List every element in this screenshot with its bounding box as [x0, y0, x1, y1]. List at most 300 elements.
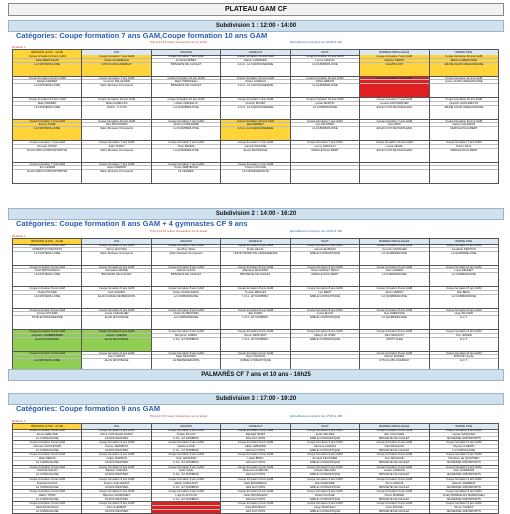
cell-category: Coupe formation 8 ans GAM	[29, 244, 65, 247]
club-name: JEUNESSE OMNISPORTS	[430, 485, 498, 489]
gymnast-name: Augustin LAMBERDIERE	[13, 333, 81, 337]
club-name	[430, 169, 498, 173]
cell-category: Coupe formation 9 ans GAM	[307, 502, 343, 506]
cell-category: Coupe formation 9 ans GAM	[168, 465, 204, 469]
gymnast-name: Gabriel LOUE	[152, 444, 220, 448]
cell-category: Coupe formation 9 ans GAM	[29, 429, 65, 432]
gymnast-cell	[430, 98, 499, 120]
gymnast-name: Ewen PERRIN	[82, 165, 150, 169]
gymnast-name: Émile LEGAL	[221, 247, 289, 251]
gymnast-name: Gabriel CHOIX	[152, 268, 220, 272]
club-name: LA CORMORANSE	[291, 105, 359, 109]
gymnast-name: Ashoul ELIMIANI	[291, 247, 359, 251]
gymnast-name: Élie MARANDE	[291, 481, 359, 485]
gymnast-cell	[360, 120, 429, 142]
gymnast-cell	[291, 309, 360, 331]
gymnast-cell	[291, 266, 360, 288]
cell-category: Coupe formation 9 ans GAM	[168, 429, 204, 432]
club-name: UNION SPORTIVE LEFFERIENNE	[221, 251, 289, 255]
club-name: LA CORMORANSE	[152, 315, 220, 319]
gymnast-name: Nino CLEMENT	[82, 505, 150, 509]
cell-category: Coupe formation 9 ans GAM	[307, 465, 343, 469]
gymnast-name: Nolan DU BEUFREI	[152, 311, 220, 315]
cell-category: Coupe formation 8 ans GAM	[307, 287, 343, 290]
cell-category: Coupe formation 10 ans GAM	[28, 76, 66, 80]
cell-category: Coupe formation 9 ans GAM	[237, 502, 274, 506]
cell-category: Coupe formation 8 ans GAM	[98, 351, 135, 355]
rotation-label: Rotation 1	[12, 45, 26, 49]
cell-category: Coupe formation 7 ans GAM	[98, 162, 135, 166]
cell-category: Coupe formation 7 ans GAM	[168, 141, 204, 144]
club-name: CERCLE PAUL BERT	[291, 272, 359, 276]
club-name: SABLÉ GYMNASTIQUE	[291, 497, 359, 501]
gymnast-name: Lucas CHEVALIER	[82, 311, 150, 315]
club-name: U.S.L. ET DOMBISC	[152, 497, 220, 501]
gymnast-name: Clément DOCCÈTIEN	[13, 444, 81, 448]
cell-category: Coupe formation 9 ans GAM	[29, 502, 65, 506]
cell-category: Coupe formation 8 ans GAM	[98, 287, 135, 290]
club-name: Sélim Moissac Omnisports	[82, 169, 150, 173]
rotation-label: Rotation 1	[12, 419, 26, 423]
apparatus-header: RÉUNION (12:00 - 12:40)	[13, 50, 82, 56]
gymnast-name: Alban LEBARDE	[221, 444, 289, 448]
club-name: BRIVAETE DE CHOLET	[82, 272, 150, 276]
apparatus-header: BARRE FIXE	[430, 50, 499, 56]
gymnast-name: Noé LANDEN	[360, 268, 428, 272]
club-name: LES ALCYONS	[221, 497, 289, 501]
club-name: LA QUIMPERLOISE	[430, 251, 498, 255]
gymnast-cell	[152, 141, 221, 163]
gymnast-name: Léo BERT	[291, 290, 359, 294]
cell-category: Coupe formation 9 ans GAM	[98, 429, 135, 432]
apparatus-header: ARÇONS	[152, 424, 221, 430]
cell-category: Coupe formation 9 ans GAM	[376, 453, 413, 457]
club-name: U.S.L. ET DOMBISC	[221, 315, 289, 319]
club-name: LA CORNAGAISE	[13, 509, 81, 513]
cell-category: Coupe formation 9 ans GAM	[446, 453, 482, 457]
gymnast-name: Léon ROCHE	[360, 505, 428, 509]
gymnast-name: Malin PERRET	[13, 101, 81, 105]
club-name: BRIVAETE DE CHOLET	[360, 436, 428, 440]
club-name: LA QUIMPERLOISE	[291, 62, 359, 66]
club-name: LA FONTENILLOISE	[13, 358, 81, 362]
gymnast-name: Luigi FLAVOCAN	[152, 493, 220, 497]
cell-category: Coupe formation 8 ans GAM	[376, 351, 413, 355]
gymnast-name: Martin LAMEOUSSE	[430, 58, 498, 62]
club-name: BRIVAETE DE CHOLET	[152, 83, 220, 87]
gymnast-cell	[13, 77, 82, 99]
gymnast-name: Matthys SIMON	[360, 58, 428, 62]
gymnast-name: Jérôme DORLEDRE	[152, 122, 220, 126]
club-name: U.S.L. ET DOMBISC	[152, 472, 220, 476]
gymnast-name: Virgile PICARD	[13, 290, 81, 294]
club-name	[291, 358, 359, 362]
club-name: CERCLE PAUL BERT	[291, 148, 359, 152]
club-name: A.G.C. LA CHATAIGNERAIE	[221, 62, 289, 66]
gymnast-name: Aurel BAS	[360, 122, 428, 126]
gymnast-name: Gaston ALLEMAN	[430, 122, 498, 126]
club-name: GYM CLUB LUCERNAY	[360, 358, 428, 362]
gymnast-name: Teddy BORDELAIS MARDIANEU	[430, 493, 498, 497]
gymnast-name: Noé LEBRASSE	[360, 311, 428, 315]
apparatus-header: SOL	[82, 50, 151, 56]
cell-category: Coupe formation 7 ans GAM	[376, 76, 413, 80]
cell-category: Coupe formation 9 ans GAM	[168, 453, 204, 457]
club-name: LA QUIMPERLOISE	[152, 126, 220, 130]
gymnast-name: CADIOE Stanchi	[13, 468, 81, 472]
gymnast-cell	[221, 266, 290, 288]
cell-category: Coupe formation 10 ans GAM	[236, 55, 274, 58]
cell-category: Coupe formation 8 ans GAM	[307, 308, 343, 312]
club-name: DI CEDRES	[152, 169, 220, 173]
club-name: AS ROUSSATRES	[82, 497, 150, 501]
club-name: BRIVAETE DE CHOLET	[360, 497, 428, 501]
club-name: SABLÉ GYMNASTIQUE	[291, 251, 359, 255]
gymnast-cell	[430, 55, 499, 77]
cell-category: Coupe formation 10 ans GAM	[445, 76, 483, 80]
cell-category: Coupe formation 8 ans GAM	[446, 265, 482, 269]
club-name: BRIVAETE DE CHOLET	[360, 460, 428, 464]
cell-category: Coupe formation 8 ans GAM	[376, 330, 413, 333]
gymnast-cell	[430, 429, 499, 441]
club-name: BRIVAETE DE CHOLET	[360, 509, 428, 513]
gymnast-name: Carl ILIGDES	[82, 290, 150, 294]
gymnast-name: Bastien CHEVAN	[82, 468, 150, 472]
gymnast-cell	[82, 266, 151, 288]
cell-category: Coupe formation 7 ans GAM	[446, 141, 482, 144]
gymnast-name: Yann LEGRAND	[152, 456, 220, 460]
gymnast-cell	[82, 478, 151, 490]
club-name: JEUNESSE OMNISPORTS	[430, 497, 498, 501]
gymnast-cell	[152, 490, 221, 502]
cell-category: Coupe formation 7 ans GAM	[237, 162, 274, 166]
gymnast-name: Nolan CHAILLERAU	[152, 290, 220, 294]
gymnast-name: Lasson CHENAL	[82, 333, 150, 337]
gymnast-cell	[152, 287, 221, 309]
gymnast-name: Nico BOUSVARD	[82, 122, 150, 126]
apparatus-header: BARRES PARALLÈLES	[360, 50, 429, 56]
gymnast-cell	[152, 502, 221, 514]
club-name: LES ALCYONS	[221, 485, 289, 489]
gymnast-cell	[360, 55, 429, 77]
gymnast-name: Émery CANE	[13, 122, 81, 126]
gymnast-name: Arsène GUILLEMOT	[82, 481, 150, 485]
cell-category: Coupe formation 8 ans GAM	[168, 351, 204, 355]
club-name: LA QUIMPERLOISE	[152, 105, 220, 109]
gymnast-cell	[291, 77, 360, 99]
cell-category: Coupe formation 8 ans GAM	[376, 244, 413, 247]
gymnast-cell	[360, 163, 429, 185]
gymnast-cell	[152, 441, 221, 453]
apparatus-header: ARÇONS	[152, 50, 221, 56]
club-name: SABLÉ GYMNASTIQUE	[291, 472, 359, 476]
gymnast-name: Théo BADRE	[152, 144, 220, 148]
club-name: LA CORNAGAISE	[13, 485, 81, 489]
cell-category: Coupe formation 8 ans GAM	[307, 244, 343, 247]
warmup-note: Échauffement conjoint: de 14h15 à 15h	[290, 229, 343, 233]
gymnast-cell	[221, 490, 290, 502]
gymnast-cell	[152, 77, 221, 99]
cell-category: Coupe formation 9 ans GAM	[307, 477, 343, 481]
gymnast-cell	[360, 466, 429, 478]
gymnast-cell	[221, 441, 290, 453]
cell-category: Coupe formation 8 ans GAM	[446, 330, 482, 333]
gymnast-name: Lucas VENAL	[360, 144, 428, 148]
gymnast-name: Olympe GUERIN	[430, 444, 498, 448]
cell-category: Coupe formation 8 ans GAM	[237, 308, 274, 312]
cell-category: Coupe formation 8 ans GAM	[168, 265, 204, 269]
gymnast-name: Lohann REFELLIC	[152, 101, 220, 105]
club-name: ELAN MUSTANGE	[221, 148, 289, 152]
club-name: Sélim Moissac Omnisports	[82, 83, 150, 87]
cell-category: Coupe formation 8 ans GAM	[307, 265, 343, 269]
club-name: GSAG - C GYM	[82, 105, 150, 109]
gymnast-name: Raphaël FALDA	[13, 481, 81, 485]
gymnast-cell	[360, 453, 429, 465]
gymnast-cell	[152, 429, 221, 441]
gymnast-name: Gabin HUE	[152, 468, 220, 472]
subdivision-banner: Subdivision 1 : 12:00 - 14:00	[8, 20, 504, 32]
gymnast-cell	[82, 141, 151, 163]
gymnast-name: Sam GUERDER	[430, 468, 498, 472]
apparatus-header: RÉUNION (14:00 - 14:40)	[13, 239, 82, 245]
gymnast-name: Victor FRANCE	[221, 354, 289, 358]
gymnast-cell	[152, 163, 221, 185]
apparatus-header: SOL	[82, 239, 151, 245]
gymnast-name: Ulysse JEANBOIS	[82, 444, 150, 448]
gymnast-cell	[360, 330, 429, 352]
cell-category: Coupe formation 9 ans GAM	[237, 465, 274, 469]
cell-category: Coupe formation 8 ans GAM	[237, 265, 274, 269]
cell-category: Coupe formation 9 ans GAM	[446, 441, 482, 445]
gymnast-name: Chloé GUIGNEVAU	[82, 58, 150, 62]
club-name: LA CORNAGAISE	[13, 497, 81, 501]
gymnast-cell	[430, 490, 499, 502]
category-heading: Catégories: Coupe formation 9 ans GAM	[16, 404, 161, 413]
cell-category: Coupe formation 9 ans GAM	[446, 477, 482, 481]
gymnast-name: Louane MONTERFIER	[360, 101, 428, 105]
gymnast-name: Lukas BRAU	[221, 456, 289, 460]
gymnast-name: Antonin PICARD	[13, 311, 81, 315]
cell-category: Coupe formation 7 ans GAM	[376, 98, 413, 101]
gymnast-name: Alexis LEBLOND	[13, 432, 81, 436]
gymnast-name: Martin CATALANO	[152, 481, 220, 485]
cell-category: Coupe formation 9 ans GAM	[237, 477, 274, 481]
club-name: Sélim Moissac Omnisports	[82, 148, 150, 152]
cell-category: Coupe formation 10 ans GAM	[167, 98, 205, 101]
club-name: ELAN CAMAE DE BRESSON	[82, 294, 150, 298]
club-name: LA CORMORANSE	[430, 294, 498, 298]
gymnast-name: Nolan HADLEY BEAU	[291, 268, 359, 272]
club-name	[152, 509, 220, 513]
apparatus-header: ANNEAUX	[221, 424, 290, 430]
club-name: SABLÉ GYMNASTIQUE	[291, 485, 359, 489]
club-name: ELAN MUSTANGE	[13, 337, 81, 341]
cell-category: Coupe formation 9 ans GAM	[446, 429, 482, 432]
club-name: LA QUIMPERLOISE	[360, 294, 428, 298]
gymnast-name: Jason VERNO	[360, 290, 428, 294]
cell-category: Coupe formation 8 ans GAM	[237, 351, 274, 355]
gymnast-name: Jules BOUSSAC	[221, 505, 289, 509]
gymnast-cell	[221, 429, 290, 441]
cell-category: Coupe formation 7 ans GAM	[29, 162, 65, 166]
club-name: BRIVAETE DE CHOLET	[152, 272, 220, 276]
subdivision-banner: Subdivision 2 : 14:00 - 16:20	[8, 208, 504, 220]
cell-category: Coupe formation 9 ans GAM	[29, 351, 65, 355]
gymnast-cell	[221, 244, 290, 266]
club-name: ELAN 2000 GYMNOSPORTIVE	[13, 148, 81, 152]
club-name: LA CORNAGAISE	[13, 460, 81, 464]
club-name: LA FONTENILLOISE	[13, 294, 81, 298]
gymnast-name: Ulysse SANQUES	[430, 432, 498, 436]
ready-note: Prêt à 17:15 retour d'ouverture sur le stand	[150, 414, 208, 418]
gymnast-cell	[152, 120, 221, 142]
gymnast-name: ZINDSIE Ulysse	[430, 354, 498, 358]
gymnast-name: Ethan FAUCHE	[291, 493, 359, 497]
apparatus-header: RÉUNION (17:00 - 17:40)	[13, 424, 82, 430]
club-name: AS ROUSSATRES	[82, 509, 150, 513]
club-name	[430, 83, 498, 87]
gymnast-cell	[221, 309, 290, 331]
club-name: LA QUIMPERLOISE	[291, 126, 359, 130]
cell-category: Coupe formation 9 ans GAM	[29, 465, 65, 469]
apparatus-header: ANNEAUX	[221, 239, 290, 245]
gymnast-name: Rémy WAUXES	[82, 247, 150, 251]
gymnast-name: Mael DEGORNI	[152, 354, 220, 358]
gymnast-name: Louis DENNET	[430, 268, 498, 272]
club-name: GYM CLUB LUCERNAY	[82, 62, 150, 66]
apparatus-header: BARRES PARALLÈLES	[360, 239, 429, 245]
cell-category: Coupe formation 10 ans GAM	[236, 76, 274, 80]
club-name: CERCLE PAUL BERT	[430, 126, 498, 130]
club-name: U.S.L. ET DOMBISC	[152, 436, 220, 440]
gymnast-cell	[291, 502, 360, 514]
club-name: U.S.L. ET DOMBISC	[152, 460, 220, 464]
club-name: LA CORNAGAISE	[13, 436, 81, 440]
gymnast-cell	[82, 309, 151, 331]
gymnast-cell	[13, 287, 82, 309]
club-name: SABLÉ GYMNASTIQUE	[291, 315, 359, 319]
gymnast-name: ZUBERTON FRUITETS	[13, 247, 81, 251]
club-name: BRIVAETE DE CHOLET	[360, 448, 428, 452]
apparatus-header: SAUT	[291, 50, 360, 56]
club-name: JEUNE CHAM CREHANDAISE	[430, 105, 498, 109]
gymnast-cell	[13, 141, 82, 163]
club-name: STOILE PARIGNÉENNE	[13, 315, 81, 319]
club-name: LA FONTENILLOISE	[13, 105, 81, 109]
club-name: LES ALCYONS	[221, 460, 289, 464]
apparatus-header: BARRE FIXE	[430, 424, 499, 430]
ready-note: Prêt à 12:15 retour d'ouverture sur le stand	[150, 40, 208, 44]
gymnast-cell	[152, 98, 221, 120]
club-name: LA CORNAGAISE	[13, 448, 81, 452]
gymnast-name: Antonin BOUET	[221, 101, 289, 105]
club-name: LA QUIMPERLOISE	[360, 251, 428, 255]
gymnast-cell	[152, 266, 221, 288]
gymnast-name: Lucas MAUD	[291, 311, 359, 315]
gymnast-name: Célien BARRON	[82, 456, 150, 460]
cell-category: Coupe formation 9 ans GAM	[307, 429, 343, 432]
cell-category: Coupe formation 8 ans GAM	[446, 287, 482, 290]
gymnast-cell	[13, 244, 82, 266]
gymnast-name: Lenny GIRAUD	[291, 58, 359, 62]
club-name: A.G.C. LA CHATAIGNERAIE	[221, 105, 289, 109]
club-name: BRIVAETE DE CHOLET	[360, 485, 428, 489]
cell-category: Coupe formation 10 ans GAM	[445, 98, 483, 101]
cell-category: Coupe formation 9 ans GAM	[29, 330, 65, 333]
gymnast-cell	[430, 266, 499, 288]
club-name: AS ROUSSATRES	[82, 472, 150, 476]
cell-category: Coupe formation 9 ans GAM	[168, 477, 204, 481]
cell-category: Coupe formation 8 ans GAM	[29, 308, 65, 312]
gymnast-cell	[291, 466, 360, 478]
cell-category: Coupe formation 10 ans GAM	[98, 98, 136, 101]
cell-category: Coupe formation 10 ans GAM	[445, 55, 483, 58]
gymnast-cell	[221, 502, 290, 514]
gymnast-cell	[82, 163, 151, 185]
cell-category: Coupe formation 8 ans GAM	[98, 308, 135, 312]
gymnast-cell	[430, 287, 499, 309]
gymnast-name: Corentin MONCIER	[360, 247, 428, 251]
gymnast-name: Simon DESOISAY	[221, 333, 289, 337]
gymnast-name: Armand PELISSIER	[291, 456, 359, 460]
page-title: PLATEAU GAM CF	[8, 3, 504, 16]
club-name: SABLÉ GYMNASTIQUE	[291, 436, 359, 440]
cell-category: Coupe formation 7 ans GAM	[376, 119, 413, 123]
gymnast-name: Pierre MORIER	[360, 493, 428, 497]
gymnast-cell	[221, 287, 290, 309]
cell-category: Coupe formation 7 ans GAM	[29, 141, 65, 144]
cell-category: Coupe formation 8 ans GAM	[168, 308, 204, 312]
cell-category: Coupe formation 9 ans GAM	[29, 453, 65, 457]
cell-category: Coupe formation 9 ans GAM	[376, 502, 413, 506]
gymnast-name: Elio COUCHER	[360, 432, 428, 436]
gymnast-cell	[430, 141, 499, 163]
cell-category: Coupe formation 9 ans GAM	[168, 489, 204, 493]
gymnast-cell	[82, 429, 151, 441]
gymnast-name: Lenny GROULIN	[291, 144, 359, 148]
club-name: U.S.L. ET DOMBISC	[221, 337, 289, 341]
cell-category: Coupe formation 8 ans GAM	[29, 265, 65, 269]
warmup-note: Échauffement conjoint: de 17h15 à 18h	[290, 414, 343, 418]
gymnast-cell	[221, 478, 290, 490]
club-name: G.C.T.	[430, 358, 498, 362]
gymnast-name: Archibald BIBET	[152, 58, 220, 62]
gymnast-name: Tom LESIER	[13, 165, 81, 169]
gymnast-name: Geoffrey TEAL	[152, 247, 220, 251]
club-name: U.S.L. ET DOMBISC	[152, 448, 220, 452]
cell-category: Coupe formation 9 ans GAM	[376, 477, 413, 481]
club-name: ECHO GYM DE PAINCHAIS	[360, 126, 428, 130]
apparatus-header: BARRE FIXE	[430, 239, 499, 245]
gymnast-cell	[13, 163, 82, 185]
cell-category: Coupe formation 8 ans GAM	[446, 244, 482, 247]
gymnast-name: Julien BOURGEAS	[221, 493, 289, 497]
club-name: JEUNESSE OMNISPORTS	[430, 509, 498, 513]
club-name: SABLÉ GYMNASTIQUE	[291, 337, 359, 341]
cell-category: Coupe formation 9 ans GAM	[98, 465, 135, 469]
palmares-banner: PALMARÈS CF 7 ans et 10 ans - 16h25	[8, 369, 504, 381]
cell-category: Coupe formation 9 ans GAM	[237, 453, 274, 457]
gymnast-name: Justin SELNES	[291, 432, 359, 436]
club-name: BRIVAETE DE CHOLET	[221, 272, 289, 276]
cell-category: Coupe formation 8 ans GAM	[307, 330, 343, 333]
gymnast-cell	[291, 441, 360, 453]
cell-category: Coupe formation 9 ans GAM	[376, 441, 413, 445]
cell-category: Coupe formation 9 ans GAM	[376, 465, 413, 469]
cell-category: Coupe formation 8 ans GAM	[237, 330, 274, 333]
cell-category: Coupe formation 9 ans GAM	[98, 330, 135, 333]
